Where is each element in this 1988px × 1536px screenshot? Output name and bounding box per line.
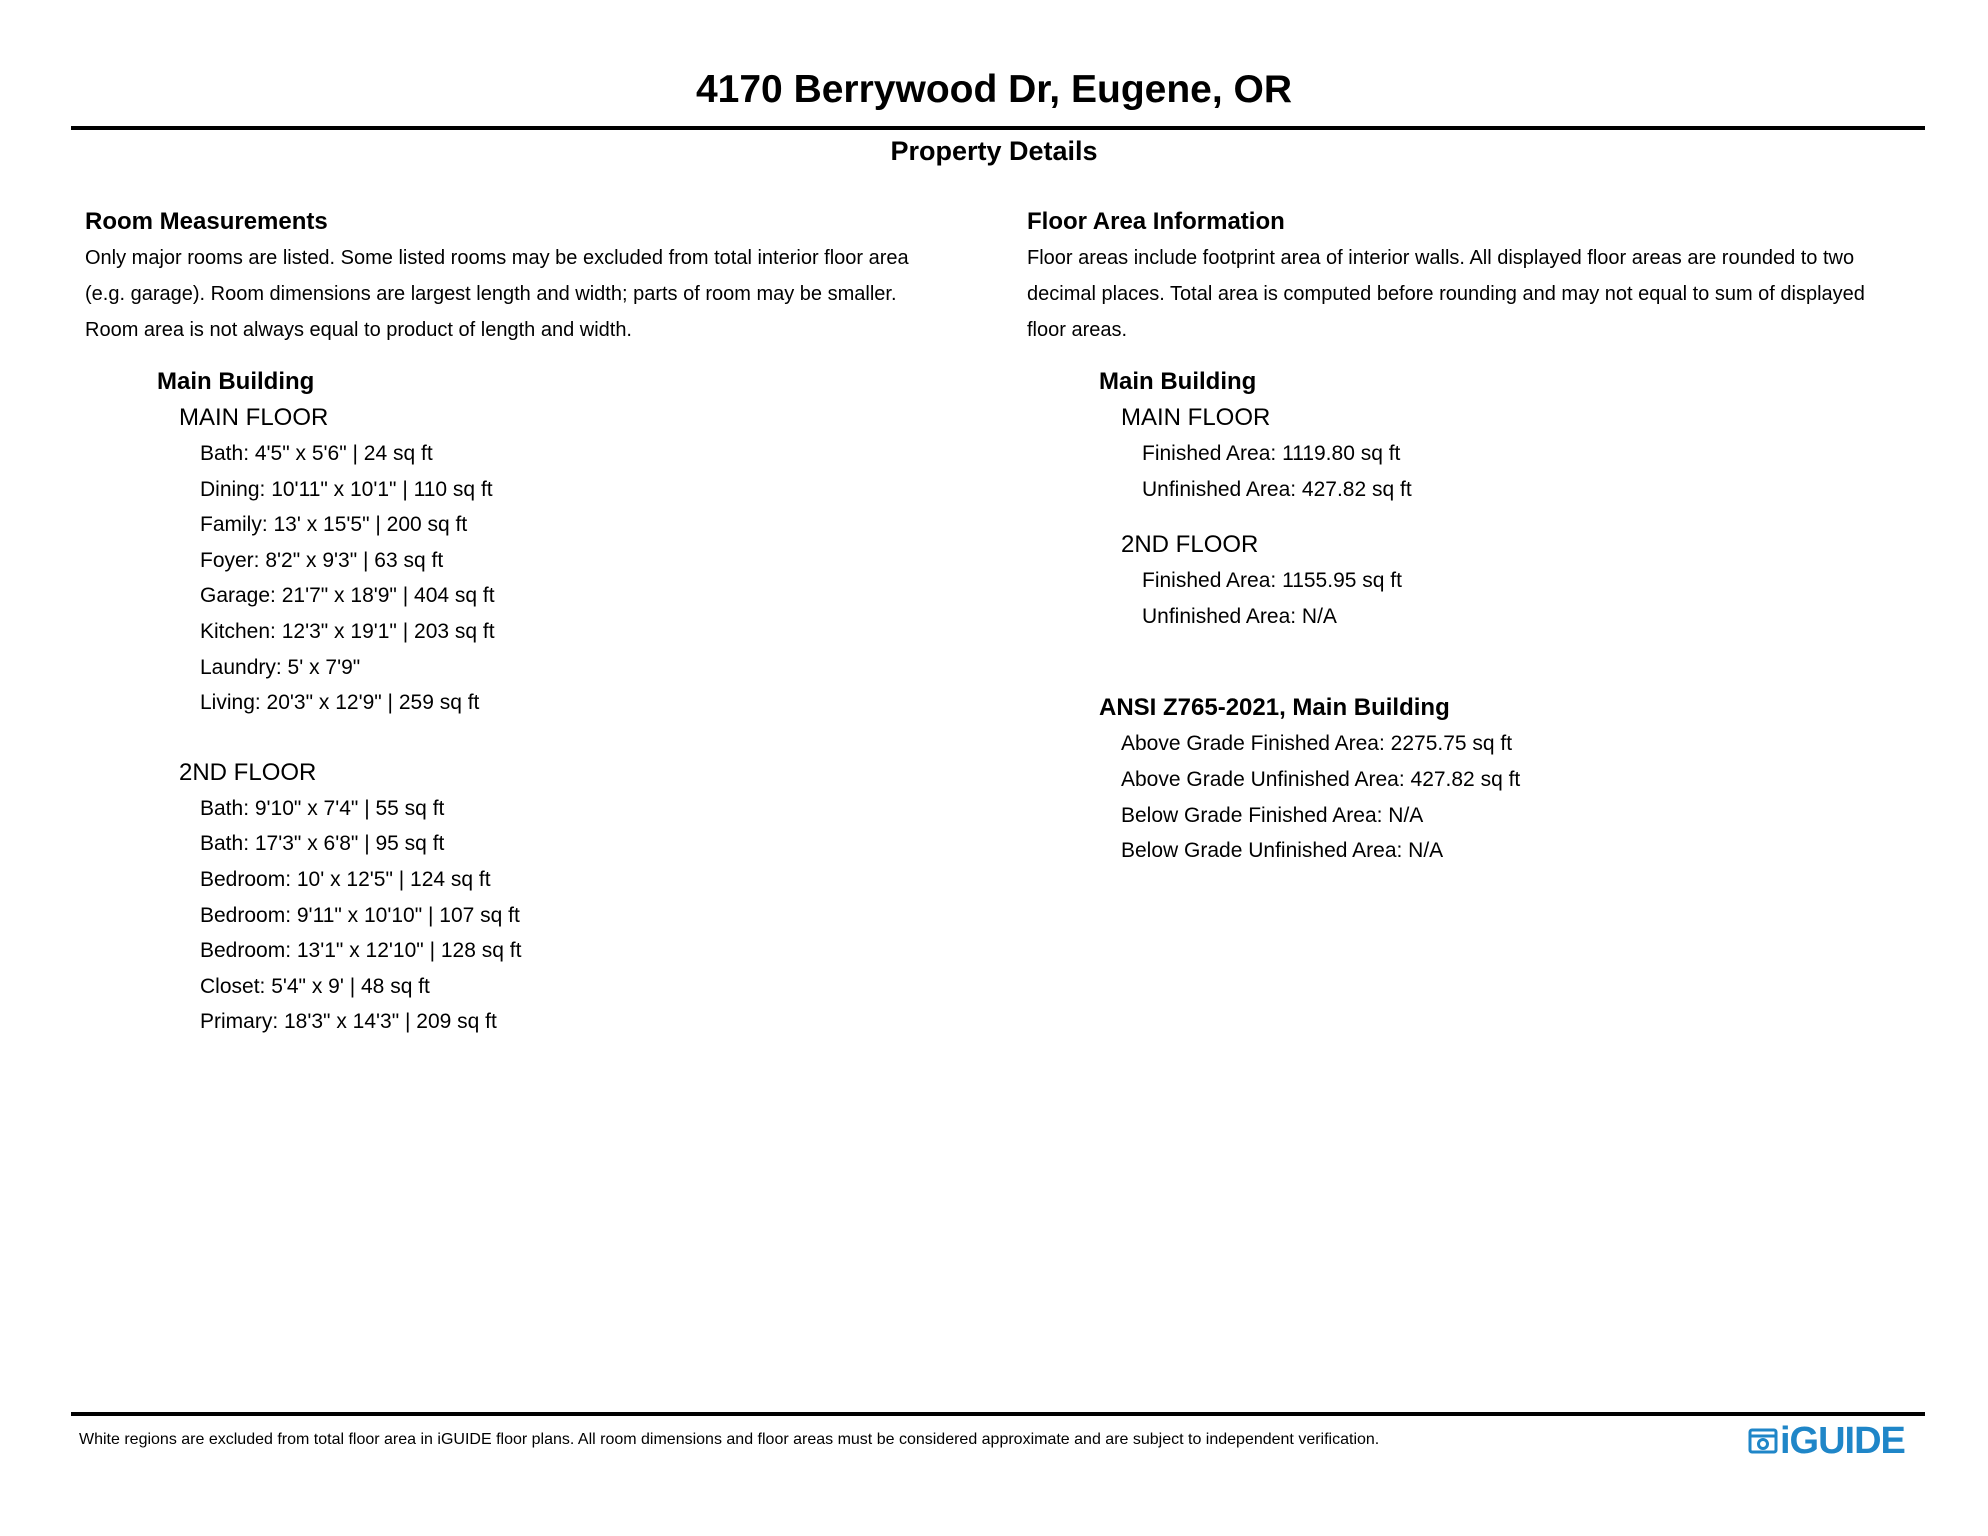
- area-item: Finished Area: 1155.95 sq ft: [1142, 569, 1402, 593]
- logo-text: iGUIDE: [1780, 1420, 1905, 1462]
- header-divider: [71, 126, 1925, 130]
- description-line: Room area is not always equal to product of length and width.: [85, 319, 632, 341]
- room-item: Bath: 17'3" x 6'8" | 95 sq ft: [200, 832, 445, 856]
- room-item: Closet: 5'4" x 9' | 48 sq ft: [200, 974, 430, 998]
- floor-label-second: 2ND FLOOR: [1121, 531, 1259, 559]
- description-line: Floor areas include footprint area of interior walls. All displayed floor areas are rounded to two: [1027, 247, 1855, 269]
- room-item: Bath: 4'5" x 5'6" | 24 sq ft: [200, 442, 433, 465]
- room-item: Living: 20'3" x 12'9" | 259 sq ft: [200, 691, 480, 715]
- room-item: Kitchen: 12'3" x 19'1" | 203 sq ft: [200, 619, 495, 643]
- room-item: Primary: 18'3" x 14'3" | 209 sq ft: [200, 1010, 497, 1034]
- area-item: Unfinished Area: N/A: [1142, 604, 1337, 628]
- floor-label-main: MAIN FLOOR: [179, 404, 329, 431]
- footer-disclaimer: White regions are excluded from total floor area in iGUIDE floor plans. All room dimensions and floor areas must be considered approximate and are subject to independent verification.: [79, 1431, 1380, 1448]
- description-line: decimal places. Total area is computed before rounding and may not equal to sum of displayed: [1027, 283, 1865, 305]
- room-item: Dining: 10'11" x 10'1" | 110 sq ft: [200, 477, 493, 501]
- room-item: Family: 13' x 15'5" | 200 sq ft: [200, 513, 468, 537]
- building-title: Main Building: [1099, 368, 1257, 395]
- description-line: (e.g. garage). Room dimensions are largest length and width; parts of room may be smaller.: [85, 283, 897, 305]
- ansi-item: Above Grade Finished Area: 2275.75 sq ft: [1121, 732, 1513, 756]
- floor-label-main: MAIN FLOOR: [1121, 404, 1271, 431]
- floor-label-second: 2ND FLOOR: [179, 758, 317, 786]
- floor-area-heading: Floor Area Information: [1027, 208, 1285, 235]
- ansi-item: Below Grade Finished Area: N/A: [1121, 803, 1424, 827]
- room-item: Bedroom: 13'1" x 12'10" | 128 sq ft: [200, 939, 522, 963]
- ansi-heading: ANSI Z765-2021, Main Building: [1099, 694, 1450, 722]
- ansi-item: Below Grade Unfinished Area: N/A: [1121, 839, 1444, 863]
- iguide-logo: [1748, 1420, 1905, 1462]
- footer-divider: [71, 1412, 1925, 1416]
- room-item: Laundry: 5' x 7'9": [200, 655, 361, 679]
- page-subtitle: Property Details: [890, 136, 1098, 166]
- ansi-item: Above Grade Unfinished Area: 427.82 sq ft: [1121, 767, 1521, 791]
- floor-area-section: [1027, 204, 1927, 869]
- area-item: Finished Area: 1119.80 sq ft: [1142, 442, 1401, 465]
- page-title: 4170 Berrywood Dr, Eugene, OR: [695, 68, 1293, 111]
- description-line: floor areas.: [1027, 319, 1128, 341]
- area-item: Unfinished Area: 427.82 sq ft: [1142, 477, 1412, 501]
- room-item: Garage: 21'7" x 18'9" | 404 sq ft: [200, 584, 495, 608]
- room-item: Bedroom: 9'11" x 10'10" | 107 sq ft: [200, 903, 520, 927]
- room-item: Foyer: 8'2" x 9'3" | 63 sq ft: [200, 548, 444, 572]
- room-item: Bath: 9'10" x 7'4" | 55 sq ft: [200, 796, 445, 820]
- description-line: Only major rooms are listed. Some listed rooms may be excluded from total interior floor area: [85, 247, 909, 269]
- room-measurements-heading: Room Measurements: [85, 208, 328, 235]
- room-measurements-section: [85, 204, 985, 1040]
- building-title: Main Building: [157, 368, 315, 395]
- iguide-camera-icon: [1748, 1426, 1778, 1456]
- room-measurements-description: [85, 240, 985, 348]
- room-item: Bedroom: 10' x 12'5" | 124 sq ft: [200, 867, 491, 891]
- floor-area-description: [1027, 240, 1927, 348]
